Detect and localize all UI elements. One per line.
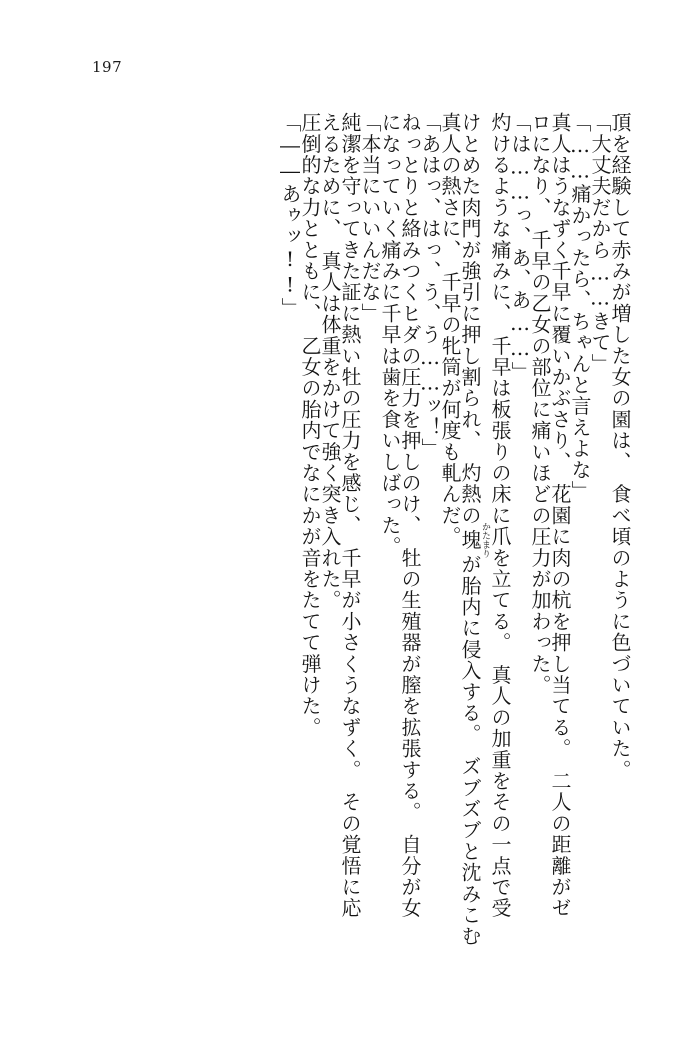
text-line: 圧倒的な力とともに、 乙女の胎内でなにかが音をたてて弾けた。	[298, 112, 322, 738]
text-line: 「本当にいいんだな」	[358, 112, 382, 324]
text-line: ロになり、 千早の乙女の部位に痛いほどの圧力が加わった。	[528, 112, 552, 696]
text-line: 灼けるような痛みに、 千早は板張りの床に爪を立てる。 真人の加重をその一点で受	[488, 112, 512, 919]
text-line: 「大丈夫だから……きて」	[588, 112, 612, 375]
text-line: えるために、 真人は体重をかけて強く突き入れた。	[318, 112, 342, 611]
text-line: 真人の熱さに、 千早の牝筒が何度も軋んだ。	[438, 112, 462, 548]
text-line: 真人はうなずく千早に覆いかぶさり、 花園に肉の杭を押し当てる。 二人の距離がゼ	[548, 112, 572, 919]
text-line: 「……痛かったら、ちゃんと言えよな」	[568, 112, 592, 502]
page-body-text	[60, 112, 630, 992]
text-line: 頂を経験して赤みが増した女の園は、 食べ頃のように色づいていた。	[608, 112, 632, 781]
text-line: になっていく痛みに千早は歯を食いしばった。	[378, 112, 402, 558]
text-line: 「は……っ、あ、あ……」	[508, 112, 532, 383]
text-line: 「あはっ、はっ、う、う……ッ！」	[418, 112, 442, 460]
text-line: 純潔を守ってきた証に熱い牡の圧力を感じ、 千早が小さくうなずく。 その覚悟に応	[338, 112, 362, 919]
text-line: けとめた肉門が強引に押し割られ、 灼熱の塊かたまりが胎内に侵入する。 ズブズブと沈みこむ	[458, 112, 490, 947]
page-number: 197	[92, 58, 123, 76]
text-line: 「――あゥッ!!」	[278, 112, 302, 319]
ruby-annotation: 塊かたまり	[458, 522, 490, 558]
text-line: ねっとりと絡みつくヒダの圧力を押しのけ、 牡の生殖器が膣を拡張する。 自分が女	[398, 112, 422, 919]
